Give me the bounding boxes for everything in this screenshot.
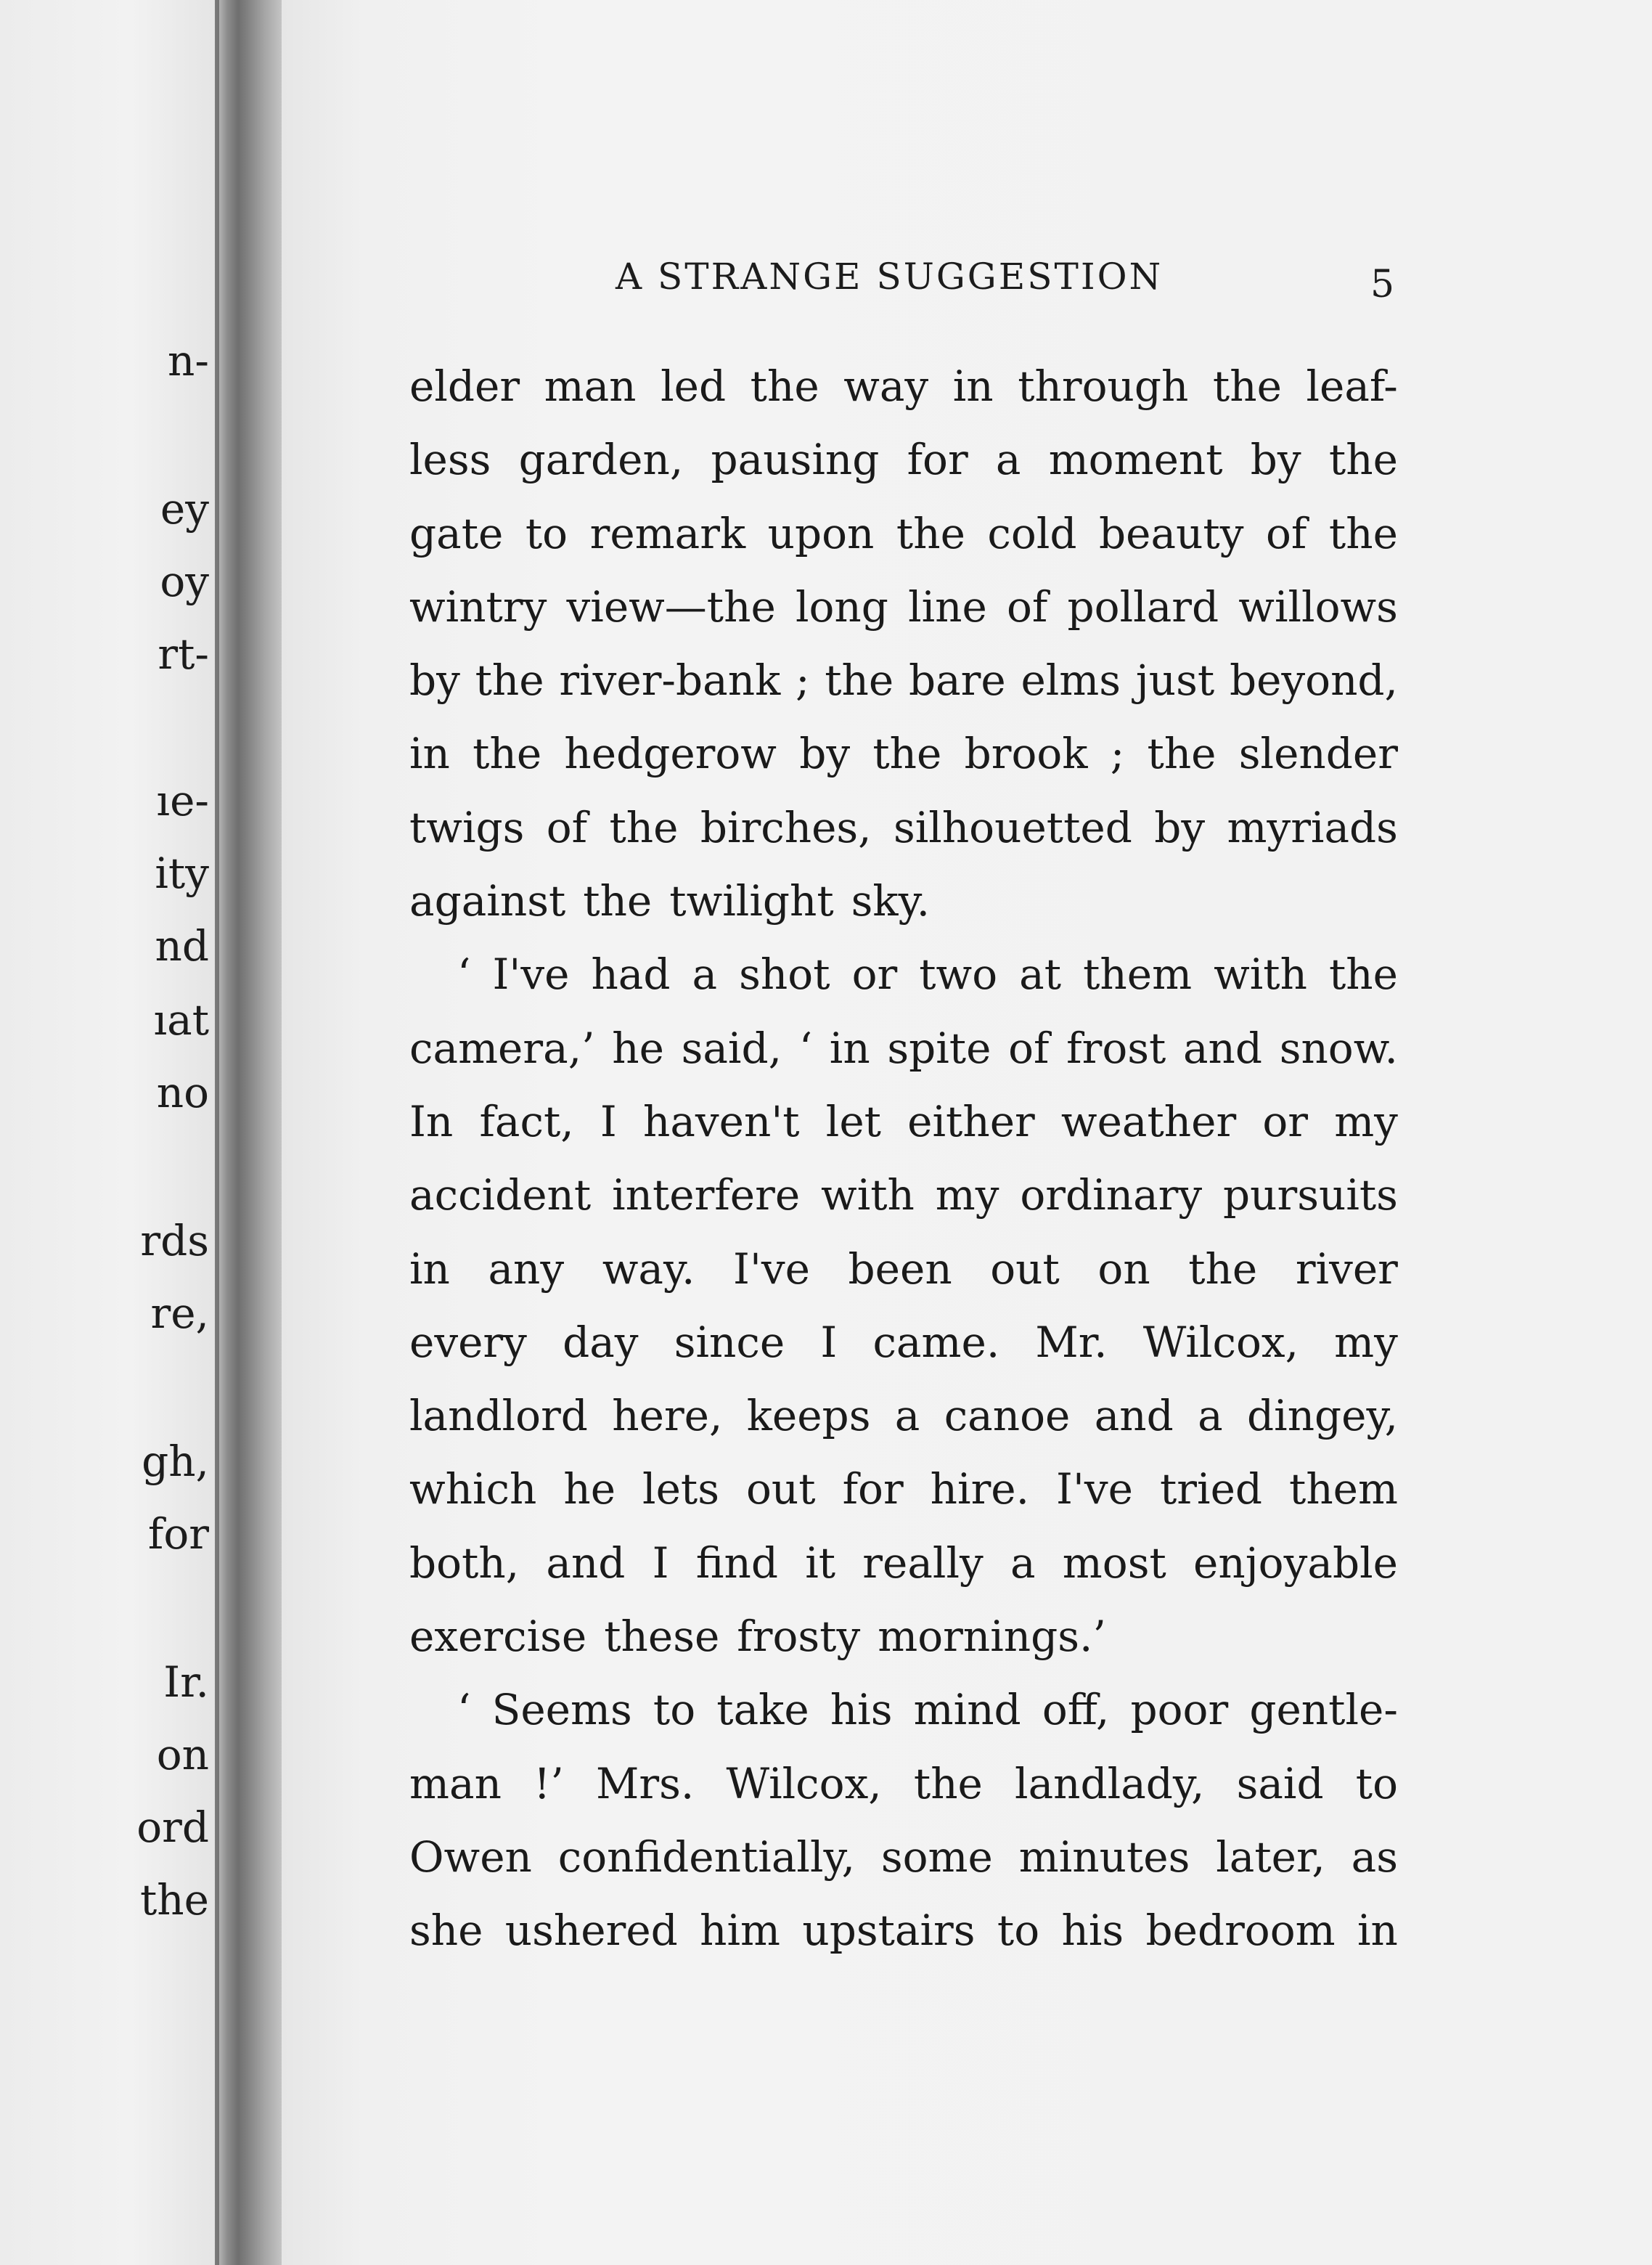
word: he <box>612 1023 664 1073</box>
word: elder <box>409 362 520 411</box>
word: lets <box>642 1464 719 1514</box>
word: him <box>700 1906 781 1956</box>
word: enjoyable <box>1193 1538 1398 1588</box>
word: at <box>1019 950 1062 1000</box>
word: the <box>1328 435 1398 485</box>
word: through <box>1018 362 1189 411</box>
word: man <box>544 362 637 411</box>
word: spite <box>887 1023 991 1073</box>
text-line <box>409 938 1398 1011</box>
word: Wilcox, <box>726 1758 882 1808</box>
word: In <box>409 1096 454 1146</box>
word: by <box>1154 802 1206 852</box>
word: Wilcox, <box>1142 1317 1299 1367</box>
word: interfere <box>612 1170 801 1220</box>
word: beauty <box>1099 508 1244 558</box>
word: landlord <box>409 1391 588 1441</box>
word: camera,’ <box>409 1023 595 1073</box>
word: line <box>908 581 987 632</box>
word: with <box>1214 950 1307 1000</box>
word: elms <box>1021 656 1121 706</box>
body-text <box>409 350 1398 1968</box>
word: tried <box>1159 1464 1263 1514</box>
word: dingey, <box>1247 1391 1398 1441</box>
text-line <box>409 1379 1398 1453</box>
word: later, <box>1216 1832 1325 1882</box>
left-page-fragment: rds <box>140 1216 209 1265</box>
word: for <box>907 435 968 485</box>
word: of <box>1007 581 1048 632</box>
word: of <box>546 802 588 852</box>
word: bedroom <box>1145 1906 1336 1956</box>
word: really <box>862 1538 984 1588</box>
word: frosty <box>737 1612 861 1662</box>
left-page-fragment: ord <box>136 1803 209 1852</box>
left-page-fragment: oy <box>160 557 209 606</box>
previous-page-edge <box>0 0 218 2265</box>
word: find <box>695 1538 778 1588</box>
word: which <box>409 1464 537 1514</box>
word: the <box>1212 362 1282 411</box>
word: and <box>1182 1023 1263 1073</box>
word: by <box>799 729 851 779</box>
left-page-fragment: re, <box>150 1289 209 1338</box>
word: out <box>745 1464 816 1514</box>
left-page-fragment: ey <box>160 484 209 534</box>
word: came. <box>872 1317 1000 1367</box>
word: leaf- <box>1306 362 1398 411</box>
word: view—the <box>566 581 776 632</box>
text-line <box>409 423 1398 497</box>
left-page-fragment: nd <box>155 921 209 971</box>
text-line <box>409 791 1398 865</box>
left-page-fragment: gh, <box>142 1437 209 1486</box>
word: !’ <box>533 1758 564 1808</box>
word: beyond, <box>1229 656 1398 706</box>
word: ; <box>1110 729 1125 779</box>
text-line <box>409 865 1398 938</box>
word: the <box>750 362 819 411</box>
left-page-fragment: ity <box>155 849 209 898</box>
word: every <box>409 1317 527 1367</box>
word: myriads <box>1227 802 1398 852</box>
word: said, <box>681 1023 782 1073</box>
word: exercise <box>409 1612 587 1662</box>
word: the <box>1147 729 1216 779</box>
word: my <box>935 1170 999 1220</box>
word: pausing <box>711 435 880 485</box>
word: Seems <box>491 1685 632 1735</box>
word: hedgerow <box>564 729 777 779</box>
word: garden, <box>518 435 684 485</box>
word: I've <box>1056 1464 1133 1514</box>
word: the <box>1188 1244 1258 1294</box>
word: Mr. <box>1035 1317 1108 1367</box>
word: haven't <box>642 1096 800 1146</box>
word: the <box>583 876 653 926</box>
word: Mrs. <box>596 1758 695 1808</box>
word: most <box>1062 1538 1166 1588</box>
word: Owen <box>409 1832 532 1882</box>
text-line <box>409 1527 1398 1600</box>
word: moment <box>1048 435 1223 485</box>
text-line <box>409 1306 1398 1379</box>
word: day <box>563 1317 639 1367</box>
word: take <box>716 1685 809 1735</box>
word: it <box>805 1538 836 1588</box>
word: my <box>1334 1096 1398 1146</box>
word: of <box>1266 508 1307 558</box>
word: ‘ <box>457 950 471 1000</box>
word: gate <box>409 508 504 558</box>
book-gutter <box>215 0 282 2265</box>
word: upon <box>767 508 875 558</box>
word: by <box>1250 435 1301 485</box>
word: birches, <box>700 802 872 852</box>
left-page-fragment: n- <box>168 336 209 385</box>
word: these <box>604 1612 720 1662</box>
word: pursuits <box>1223 1170 1398 1220</box>
word: fact, <box>479 1096 574 1146</box>
word: with <box>821 1170 915 1220</box>
word: in <box>829 1023 870 1073</box>
word: willows <box>1238 581 1398 632</box>
word: twilight <box>669 876 834 926</box>
word: to <box>1355 1758 1398 1808</box>
word: remark <box>589 508 746 558</box>
word: gentle- <box>1249 1685 1398 1735</box>
left-page-fragment: the <box>140 1875 209 1925</box>
word: bare <box>908 656 1006 706</box>
word: in <box>409 729 450 779</box>
word: off, <box>1042 1685 1110 1735</box>
left-page-fragment: no <box>156 1068 209 1117</box>
text-line <box>409 1085 1398 1159</box>
text-line <box>409 1821 1398 1894</box>
word: sky. <box>851 876 931 926</box>
word: been <box>848 1244 952 1294</box>
word: mind <box>913 1685 1021 1735</box>
word: by <box>409 656 460 706</box>
text-line <box>409 571 1398 644</box>
word: slender <box>1238 729 1398 779</box>
word: my <box>1334 1317 1398 1367</box>
word: his <box>830 1685 893 1735</box>
word: for <box>842 1464 904 1514</box>
text-line <box>409 1894 1398 1967</box>
word: minutes <box>1018 1832 1190 1882</box>
gutter-shadow <box>215 0 219 2265</box>
word: the <box>896 508 965 558</box>
word: brook <box>964 729 1088 779</box>
word: the <box>609 802 679 852</box>
word: the <box>1328 950 1398 1000</box>
word: ‘ <box>457 1685 471 1735</box>
word: snow. <box>1279 1023 1398 1073</box>
left-page-fragment: on <box>156 1730 209 1779</box>
word: and <box>1094 1391 1174 1441</box>
left-page-fragment: Ir. <box>163 1657 209 1707</box>
word: less <box>409 435 491 485</box>
word: here, <box>612 1391 723 1441</box>
text-line <box>409 1233 1398 1306</box>
word: them <box>1083 950 1193 1000</box>
word: ‘ <box>798 1023 813 1073</box>
word: man <box>409 1758 502 1808</box>
word: upstairs <box>802 1906 976 1956</box>
left-page-fragment: rt- <box>158 629 209 679</box>
word: in <box>952 362 994 411</box>
word: either <box>907 1096 1035 1146</box>
word: out <box>990 1244 1060 1294</box>
word: both, <box>409 1538 520 1588</box>
word: I've <box>733 1244 810 1294</box>
word: led <box>661 362 727 411</box>
word: she <box>409 1906 483 1956</box>
word: ; <box>795 656 810 706</box>
word: some <box>880 1832 993 1882</box>
text-line <box>409 1747 1398 1821</box>
text-line <box>409 497 1398 571</box>
word: the <box>872 729 942 779</box>
word: them <box>1289 1464 1398 1514</box>
word: pollard <box>1067 581 1219 632</box>
word: long <box>795 581 888 632</box>
word: the <box>473 729 542 779</box>
word: frost <box>1066 1023 1166 1073</box>
word: against <box>409 876 566 926</box>
word: let <box>825 1096 881 1146</box>
word: river-bank <box>559 656 781 706</box>
word: a <box>692 950 718 1000</box>
word: poor <box>1130 1685 1229 1735</box>
text-line <box>409 350 1398 423</box>
text-line <box>409 1600 1398 1673</box>
word: or <box>1262 1096 1309 1146</box>
word: shot <box>739 950 830 1000</box>
word: weather <box>1060 1096 1237 1146</box>
text-line <box>409 1159 1398 1232</box>
word: as <box>1351 1832 1398 1882</box>
left-page-fragment: ıe- <box>156 776 209 825</box>
word: he <box>563 1464 616 1514</box>
word: two <box>919 950 998 1000</box>
word: ushered <box>504 1906 678 1956</box>
word: a <box>1198 1391 1223 1441</box>
page-number: 5 <box>1370 263 1395 306</box>
word: the <box>825 656 894 706</box>
left-page-fragment: for <box>147 1509 209 1559</box>
word: twigs <box>409 802 525 852</box>
word: since <box>674 1317 785 1367</box>
word: I <box>820 1317 838 1367</box>
word: a <box>1010 1538 1036 1588</box>
word: I've <box>492 950 570 1000</box>
word: canoe <box>944 1391 1071 1441</box>
word: in <box>409 1244 450 1294</box>
text-line <box>409 1453 1398 1526</box>
left-page-fragment: ıat <box>153 995 209 1045</box>
word: I <box>652 1538 669 1588</box>
word: way. <box>602 1244 695 1294</box>
word: to <box>525 508 568 558</box>
word: landlady, <box>1015 1758 1205 1808</box>
word: cold <box>987 508 1077 558</box>
word: to <box>997 1906 1040 1956</box>
word: the <box>475 656 544 706</box>
word: hire. <box>930 1464 1030 1514</box>
word: a <box>894 1391 920 1441</box>
word: keeps <box>746 1391 871 1441</box>
word: ordinary <box>1020 1170 1203 1220</box>
word: river <box>1295 1244 1398 1294</box>
word: to <box>653 1685 696 1735</box>
word: on <box>1097 1244 1150 1294</box>
word: his <box>1061 1906 1124 1956</box>
word: I <box>600 1096 617 1146</box>
word: had <box>591 950 671 1000</box>
word: any <box>488 1244 565 1294</box>
word: the <box>1328 508 1398 558</box>
word: said <box>1236 1758 1324 1808</box>
word: the <box>913 1758 983 1808</box>
text-line <box>409 1673 1398 1747</box>
word: and <box>546 1538 626 1588</box>
word: of <box>1008 1023 1050 1073</box>
word: or <box>851 950 898 1000</box>
word: a <box>995 435 1021 485</box>
word: mornings.’ <box>878 1612 1106 1662</box>
text-line <box>409 1012 1398 1085</box>
word: just <box>1135 656 1215 706</box>
word: way <box>843 362 929 411</box>
text-line <box>409 717 1398 791</box>
text-line <box>409 644 1398 717</box>
word: wintry <box>409 581 547 632</box>
word: in <box>1357 1906 1398 1956</box>
running-head: A STRANGE SUGGESTION <box>616 256 1164 298</box>
word: silhouetted <box>893 802 1132 852</box>
word: accident <box>409 1170 592 1220</box>
word: confidentially, <box>557 1832 856 1882</box>
